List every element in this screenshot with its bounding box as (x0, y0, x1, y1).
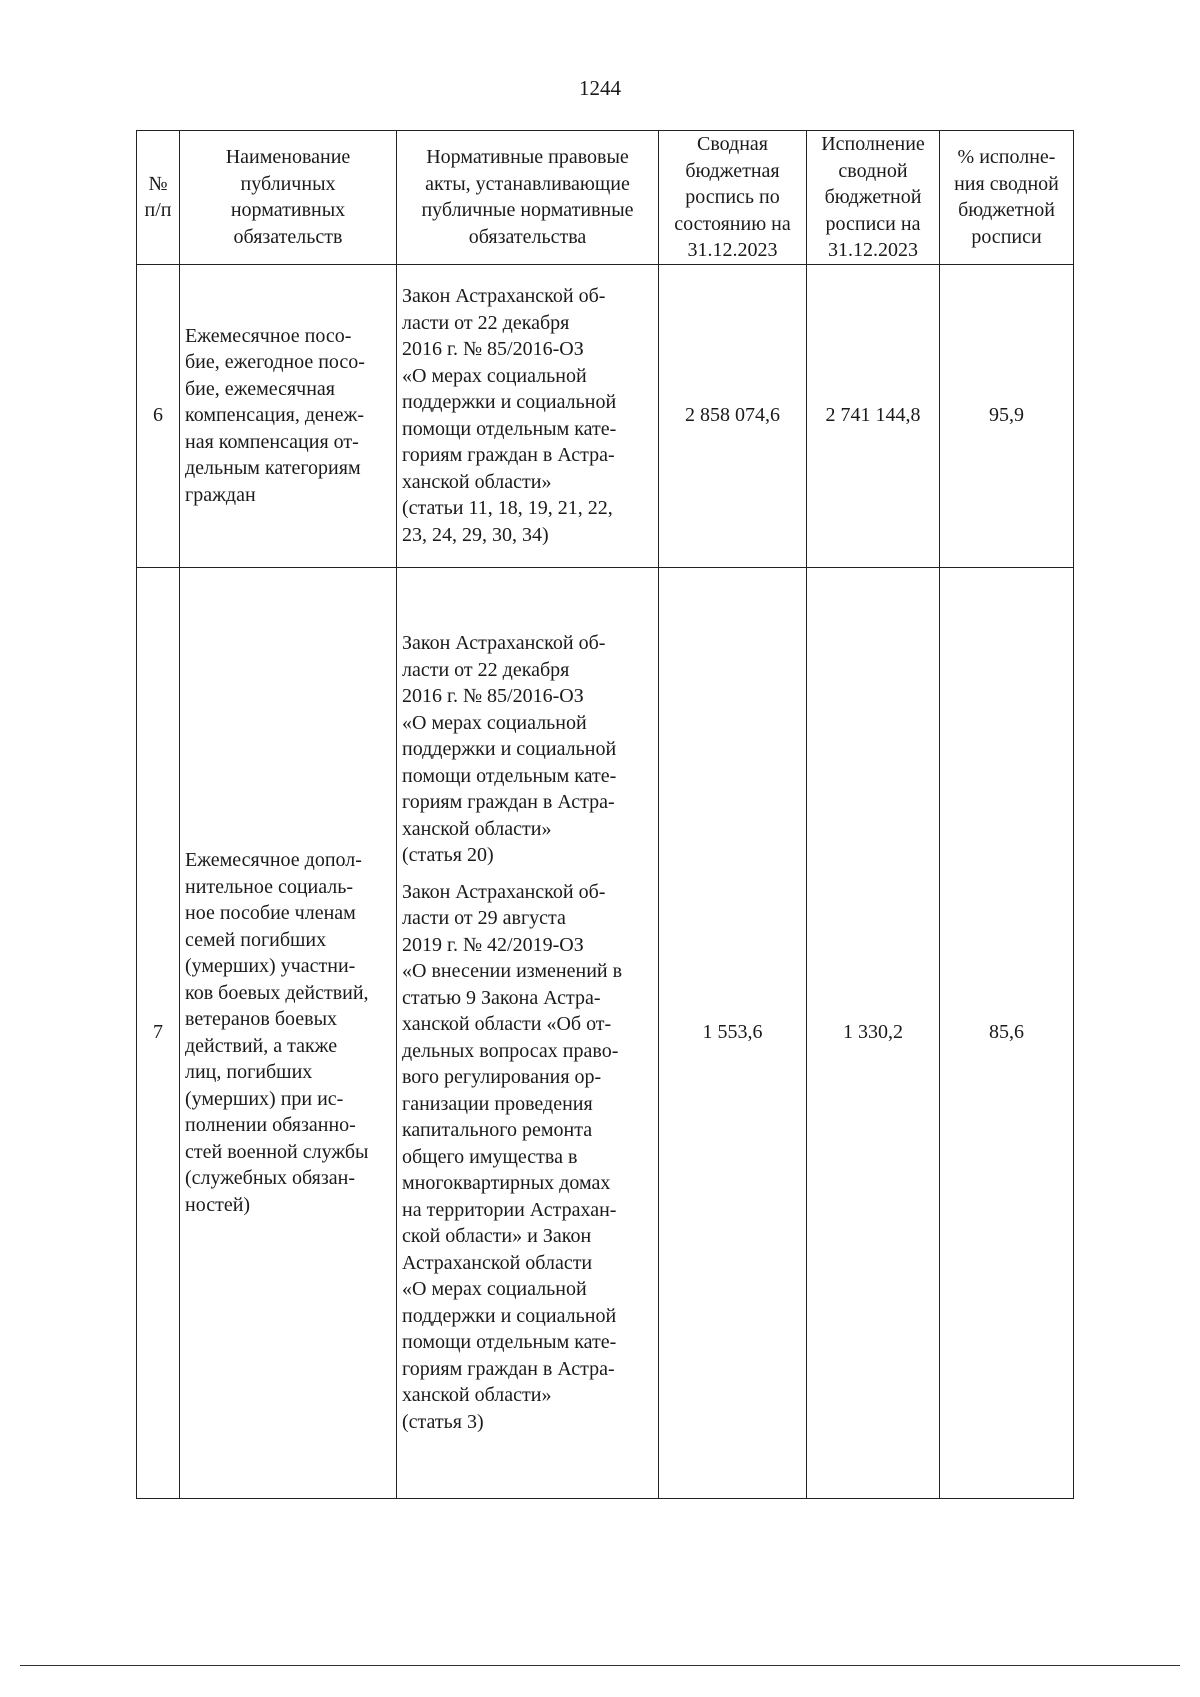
legal-act-paragraph (402, 283, 653, 548)
text-line: 23, 24, 29, 30, 34) (402, 523, 549, 546)
execution-percent-value: 95,9 (940, 264, 1074, 567)
text-line: ласти от 22 декабря (402, 658, 570, 681)
text-line: Сводная (696, 133, 769, 155)
text-line: обязательств (233, 225, 343, 248)
text-line: нормативных (230, 199, 346, 222)
text-line: дельных вопросах право- (402, 1039, 619, 1062)
text-line: нительное социаль- (185, 875, 354, 898)
text-line: (статьи 11, 18, 19, 21, 22, (402, 497, 613, 519)
text-line: (умерших) участни- (185, 955, 356, 977)
text-line: поддержки и социальной (402, 391, 617, 413)
text-line: % исполне- (957, 146, 1056, 169)
text-line: ханской области «Об от- (402, 1013, 612, 1035)
text-line: компенсация, денеж- (185, 404, 364, 427)
text-line: 31.12.2023 (687, 239, 778, 261)
text-line: бюджетная (685, 159, 780, 182)
text-line: 2016 г. № 85/2016-ОЗ (402, 338, 584, 360)
obligation-name (180, 567, 397, 1498)
text-line: (статья 20) (402, 844, 494, 866)
text-line: № (148, 172, 168, 195)
text-line: 2016 г. № 85/2016-ОЗ (402, 685, 584, 707)
text-line: 2019 г. № 42/2019-ОЗ (402, 933, 584, 956)
table-row (137, 264, 1074, 567)
budget-execution-value: 2 741 144,8 (807, 264, 940, 567)
text-line: семей погибших (185, 928, 327, 951)
text-line: ласти от 29 августа (402, 907, 566, 929)
text-line: п/п (144, 199, 172, 222)
public-obligations-table (136, 130, 1074, 1499)
text-line: сводной (838, 159, 908, 182)
text-line: ностей) (185, 1193, 251, 1216)
text-line: общего имущества в (402, 1145, 578, 1168)
header-legal-acts (397, 131, 659, 265)
header-obligation-name (180, 131, 397, 265)
text-line: ния сводной (954, 172, 1059, 195)
text-line: многоквартирных домах (402, 1172, 611, 1194)
text-line: поддержки и социальной (402, 738, 617, 760)
text-line: ханской области» (402, 817, 552, 840)
budget-schedule-value: 2 858 074,6 (659, 264, 807, 567)
text-line: ная компенсация от- (185, 430, 359, 453)
text-line: Ежемесячное допол- (185, 849, 362, 871)
text-line: бюджетной (958, 199, 1055, 222)
text-line: действий, а также (185, 1034, 338, 1057)
text-line: ханской области» (402, 470, 552, 493)
text-line: Ежемесячное посо- (185, 324, 352, 347)
text-line: помощи отдельным кате- (402, 1331, 617, 1353)
budget-schedule-value: 1 553,6 (659, 567, 807, 1498)
text-line: стей военной службы (185, 1140, 369, 1163)
text-line: вого регулирования ор- (402, 1066, 602, 1088)
text-line: состоянию на (674, 212, 791, 235)
text-line: бюджетной (824, 186, 922, 208)
text-line: (умерших) при ис- (185, 1087, 344, 1110)
text-line: акты, устанавливающие (425, 172, 630, 195)
legal-act-paragraph (402, 879, 653, 1436)
text-line: (служебных обязан- (185, 1167, 356, 1189)
text-line: полнении обязанно- (185, 1114, 356, 1136)
legal-acts (397, 567, 659, 1498)
text-line: статью 9 Закона Астра- (402, 986, 601, 1009)
text-line: росписи на (825, 212, 921, 235)
text-line: «О мерах социальной (402, 1278, 587, 1300)
text-line: Нормативные правовые (426, 146, 629, 169)
text-line: Наименование (225, 146, 351, 169)
text-line: ков боевых действий, (185, 981, 369, 1004)
text-line: лиц, погибших (185, 1061, 313, 1083)
text-line: поддержки и социальной (402, 1304, 617, 1327)
text-line: (статья 3) (402, 1410, 484, 1433)
text-line: на территории Астрахан- (402, 1198, 617, 1221)
text-line: Закон Астраханской об- (402, 880, 606, 903)
header-number (137, 131, 180, 265)
legal-acts (397, 264, 659, 567)
footer-divider (20, 1665, 1180, 1666)
text-line: ханской области» (402, 1384, 552, 1406)
text-line: бие, ежемесячная (185, 377, 336, 400)
text-line: «О внесении изменений в (402, 960, 623, 982)
text-line: дельным категориям (185, 457, 361, 480)
text-line: граждан (185, 483, 256, 506)
text-line: гориям граждан в Астра- (402, 444, 615, 466)
text-line: Астраханской области (402, 1251, 593, 1274)
row-number: 7 (137, 567, 180, 1498)
text-line: роспись по (685, 186, 780, 208)
execution-percent-value: 85,6 (940, 567, 1074, 1498)
text-line: публичных (240, 172, 336, 195)
text-line: «О мерах социальной (402, 364, 587, 387)
text-line: гориям граждан в Астра- (402, 1357, 615, 1380)
text-line: Закон Астраханской об- (402, 285, 606, 307)
header-execution-percent (940, 131, 1074, 265)
header-budget-schedule (659, 131, 807, 265)
text-line: росписи (971, 225, 1042, 248)
text-line: Закон Астраханской об- (402, 632, 606, 654)
text-line: ветеранов боевых (185, 1008, 338, 1030)
header-budget-execution (807, 131, 940, 265)
text-line: Исполнение (821, 133, 925, 155)
row-number: 6 (137, 264, 180, 567)
table-row (137, 567, 1074, 1498)
text-line: ской области» и Закон (402, 1225, 592, 1247)
table-header-row (137, 131, 1074, 265)
text-line: капитального ремонта (402, 1119, 593, 1141)
text-line: помощи отдельным кате- (402, 764, 617, 787)
text-line: бие, ежегодное посо- (185, 351, 365, 374)
text-line: обязательства (468, 225, 587, 248)
legal-act-paragraph (402, 630, 653, 869)
obligation-name (180, 264, 397, 567)
text-line: помощи отдельным кате- (402, 417, 617, 440)
page-number: 1244 (579, 76, 621, 100)
text-line: ное пособие членам (185, 902, 356, 924)
budget-execution-value: 1 330,2 (807, 567, 940, 1498)
text-line: ласти от 22 декабря (402, 311, 570, 334)
text-line: ганизации проведения (402, 1092, 593, 1115)
text-line: 31.12.2023 (828, 239, 918, 261)
text-line: гориям граждан в Астра- (402, 791, 615, 813)
text-line: публичные нормативные (421, 199, 634, 222)
text-line: «О мерах социальной (402, 711, 587, 734)
